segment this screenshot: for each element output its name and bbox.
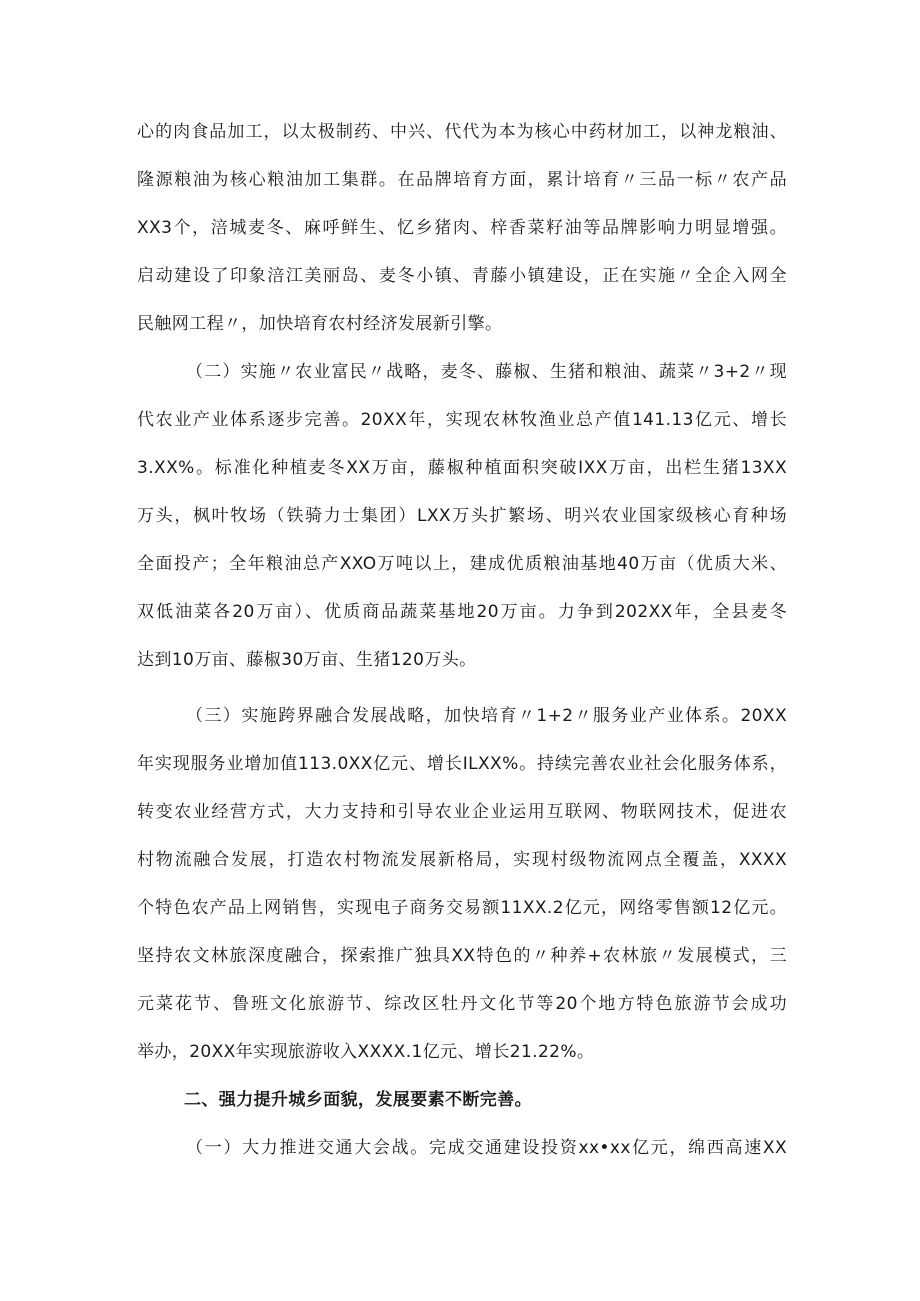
text-line: 隆源粮油为核心粮油加工集群。在品牌培育方面，累计培育〃三品一标〃农产品: [137, 170, 787, 190]
text-line: 启动建设了印象涪江美丽岛、麦冬小镇、青藤小镇建设，正在实施〃全企入网全: [137, 266, 787, 286]
paragraph-start-line: （一）大力推进交通大会战。完成交通建设投资xx•xx亿元，绵西高速XX: [186, 1138, 787, 1158]
text-line: 代农业产业体系逐步完善。20XX年，实现农林牧渔业总产值141.13亿元、增长: [137, 410, 787, 430]
text-line: 个特色农产品上网销售，实现电子商务交易额11XX.2亿元，网络零售额12亿元。: [137, 898, 787, 918]
text-line: 达到10万亩、藤椒30万亩、生猪120万头。: [137, 650, 477, 670]
text-line: 村物流融合发展，打造农村物流发展新格局，实现村级物流网点全覆盖，XXXX: [137, 850, 787, 870]
text-line: 举办，20XX年实现旅游收入XXXX.1亿元、增长21.22%。: [137, 1042, 595, 1062]
text-line: 民触网工程〃，加快培育农村经济发展新引擎。: [137, 314, 503, 334]
text-line: 坚持农文林旅深度融合，探索推广独具XX特色的〃种养+农林旅〃发展模式，三: [137, 946, 787, 966]
text-line: 年实现服务业增加值113.0XX亿元、增长ILXX%。持续完善农业社会化服务体系，: [137, 754, 787, 774]
section-heading: 二、强力提升城乡面貌，发展要素不断完善。: [184, 1090, 532, 1110]
text-line: 全面投产；全年粮油总产XXO万吨以上，建成优质粮油基地40万亩（优质大米、: [137, 554, 787, 574]
text-line: 3.XX%。标准化种植麦冬XX万亩，藤椒种植面积突破IXX万亩，出栏生猪13XX: [137, 458, 787, 478]
text-line: 双低油菜各20万亩）、优质商品蔬菜基地20万亩。力争到202XX年，全县麦冬: [137, 602, 787, 622]
text-line: 心的肉食品加工，以太极制药、中兴、代代为本为核心中药材加工，以神龙粮油、: [137, 122, 787, 142]
text-line: 万头，枫叶牧场（铁骑力士集团）LXX万头扩繁场、明兴农业国家级核心育种场: [137, 506, 787, 526]
text-line: XX3个，涪城麦冬、麻呼鲜生、忆乡猪肉、梓香菜籽油等品牌影响力明显增强。: [137, 218, 787, 238]
paragraph-start-line: （三）实施跨界融合发展战略，加快培育〃1+2〃服务业产业体系。20XX: [186, 706, 787, 726]
text-line: 转变农业经营方式，大力支持和引导农业企业运用互联网、物联网技术，促进农: [137, 802, 787, 822]
paragraph-start-line: （二）实施〃农业富民〃战略，麦冬、藤椒、生猪和粮油、蔬菜〃3+2〃现: [186, 362, 787, 382]
text-line: 元菜花节、鲁班文化旅游节、综改区牡丹文化节等20个地方特色旅游节会成功: [137, 994, 787, 1014]
